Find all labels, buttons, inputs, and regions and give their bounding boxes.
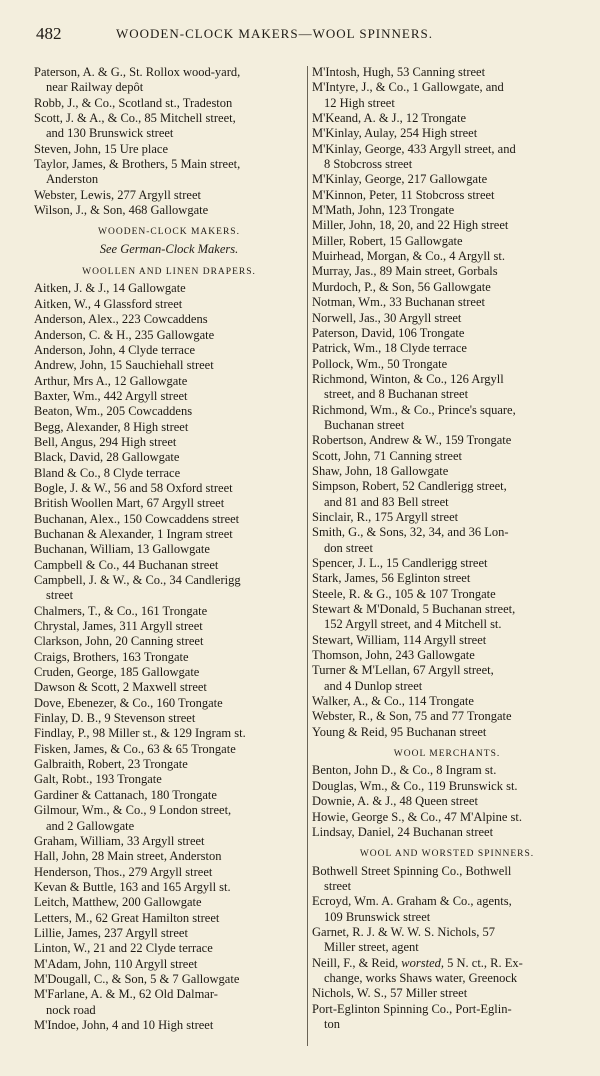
directory-entry: Baxter, Wm., 442 Argyll street <box>34 388 188 403</box>
directory-entry: Anderson, John, 4 Clyde terrace <box>34 342 196 357</box>
directory-entry: Craigs, Brothers, 163 Trongate <box>34 649 189 664</box>
directory-entry: Aitken, J. & J., 14 Gallowgate <box>34 281 186 296</box>
directory-entry: Lillie, James, 237 Argyll street <box>34 925 188 940</box>
directory-entry: Linton, W., 21 and 22 Clyde terrace <box>34 941 213 956</box>
directory-entry: Kevan & Buttle, 163 and 165 Argyll st. <box>34 879 231 894</box>
directory-entry: Dawson & Scott, 2 Maxwell street <box>34 680 207 695</box>
directory-entry: Muirhead, Morgan, & Co., 4 Argyll st. <box>312 249 505 264</box>
directory-entry: Bell, Angus, 294 High street <box>34 434 177 449</box>
directory-entry: Scott, John, 71 Canning street <box>312 448 462 463</box>
directory-entry: Fisken, James, & Co., 63 & 65 Trongate <box>34 741 236 756</box>
directory-entry: Stewart & M'Donald, 5 Buchanan street, 152 Argyll street, and 4 Mitchell st. <box>312 602 516 632</box>
directory-entry: Norwell, Jas., 30 Argyll street <box>312 310 462 325</box>
directory-entry: Miller, Robert, 15 Gallowgate <box>312 233 463 248</box>
directory-entry: Howie, George S., & Co., 47 M'Alpine st. <box>312 809 522 824</box>
directory-entry: Gardiner & Cattanach, 180 Trongate <box>34 787 217 802</box>
directory-entry: M'Adam, John, 110 Argyll street <box>34 956 198 971</box>
directory-entry: Anderson, Alex., 223 Cowcaddens <box>34 312 208 327</box>
directory-entry: M'Intosh, Hugh, 53 Canning street <box>312 65 486 79</box>
directory-entry: Graham, William, 33 Argyll street <box>34 833 205 848</box>
directory-entry: Chalmers, T., & Co., 161 Trongate <box>34 603 208 618</box>
directory-entry: Murray, Jas., 89 Main street, Gorbals <box>312 264 498 279</box>
directory-entry: Lindsay, Daniel, 24 Buchanan street <box>312 824 494 839</box>
directory-entry: Finlay, D. B., 9 Stevenson street <box>34 711 196 726</box>
directory-entry: Notman, Wm., 33 Buchanan street <box>312 295 485 310</box>
directory-entry: M'Math, John, 123 Trongate <box>312 203 455 218</box>
directory-entry: Hall, John, 28 Main street, Anderston <box>34 849 222 864</box>
directory-entry: Taylor, James, & Brothers, 5 Main street, Anderston <box>34 157 241 187</box>
directory-entry: Shaw, John, 18 Gallowgate <box>312 463 449 478</box>
directory-entry: Murdoch, P., & Son, 56 Gallowgate <box>312 279 491 294</box>
directory-entry: Douglas, Wm., & Co., 119 Brunswick st. <box>312 778 518 793</box>
entry-text: Neill, F., & Reid, <box>312 955 402 970</box>
directory-entry: Leitch, Matthew, 200 Gallowgate <box>34 895 202 910</box>
page-header <box>36 20 580 50</box>
running-title: WOODEN-CLOCK MAKERS—WOOL SPINNERS. <box>116 26 433 41</box>
directory-entry: Smith, G., & Sons, 32, 34, and 36 Lon- don street <box>312 525 509 555</box>
column-divider <box>307 66 308 1046</box>
left-column <box>34 65 304 1056</box>
directory-entry: Robertson, Andrew & W., 159 Trongate <box>312 433 512 448</box>
directory-entry: Black, David, 28 Gallowgate <box>34 450 180 465</box>
directory-entry: Simpson, Robert, 52 Candlerigg street, and 81 and 83 Bell street <box>312 479 507 509</box>
directory-entry: Wilson, J., & Son, 468 Gallowgate <box>34 203 209 218</box>
directory-entry: Garnet, R. J. & W. W. S. Nichols, 57 Miller street, agent <box>312 924 495 955</box>
section-heading: WOOLLEN AND LINEN DRAPERS. <box>82 267 256 278</box>
section-heading: WOOL AND WORSTED SPINNERS. <box>359 849 535 860</box>
cross-reference-note: See German-Clock Makers. <box>99 241 239 256</box>
directory-entry: Stewart, William, 114 Argyll street <box>312 632 487 647</box>
directory-entry: M'Intyre, J., & Co., 1 Gallowgate, and 12 High street <box>312 80 504 110</box>
entry-emphasis: worsted, <box>401 955 444 970</box>
directory-entry: M'Keand, A. & J., 12 Trongate <box>312 111 466 126</box>
right-column <box>312 65 582 1056</box>
directory-entry: Nichols, W. S., 57 Miller street <box>312 986 468 1001</box>
directory-entry: Miller, John, 18, 20, and 22 High street <box>312 218 509 233</box>
directory-entry: Anderson, C. & H., 235 Gallowgate <box>34 327 215 342</box>
directory-entry: Walker, A., & Co., 114 Trongate <box>312 694 474 709</box>
directory-entry: British Woollen Mart, 67 Argyll street <box>34 496 225 511</box>
directory-entry: Spencer, J. L., 15 Candlerigg street <box>312 556 488 570</box>
directory-entry: Thomson, John, 243 Gallowgate <box>312 648 475 663</box>
directory-entry: Clarkson, John, 20 Canning street <box>34 634 204 649</box>
directory-entry: M'Kinnon, Peter, 11 Stobcross street <box>312 187 495 202</box>
directory-entry: Turner & M'Lellan, 67 Argyll street, and 4 Dunlop street <box>312 663 494 693</box>
directory-entry: Buchanan, William, 13 Gallowgate <box>34 542 210 557</box>
directory-entry: Robb, J., & Co., Scotland st., Tradeston <box>34 95 233 110</box>
directory-entry: Letters, M., 62 Great Hamilton street <box>34 910 220 925</box>
directory-entry: Pollock, Wm., 50 Trongate <box>312 356 448 371</box>
directory-entry: Andrew, John, 15 Sauchiehall street <box>34 358 214 373</box>
directory-entry: Cruden, George, 185 Gallowgate <box>34 665 200 680</box>
directory-entry: Buchanan & Alexander, 1 Ingram street <box>34 526 233 541</box>
directory-entry: Richmond, Wm., & Co., Prince's square, Buchanan street <box>312 402 516 432</box>
directory-entry: Aitken, W., 4 Glassford street <box>34 296 183 311</box>
directory-entry: Scott, J. & A., & Co., 85 Mitchell street, and 130 Brunswick street <box>34 111 236 141</box>
directory-entry: M'Kinlay, Aulay, 254 High street <box>312 126 478 141</box>
directory-entry: Patrick, Wm., 18 Clyde terrace <box>312 341 467 356</box>
directory-entry: Beaton, Wm., 205 Cowcaddens <box>34 404 193 419</box>
directory-entry: Young & Reid, 95 Buchanan street <box>312 724 487 739</box>
directory-entry: Paterson, A. & G., St. Rollox wood-yard, near Railway depôt <box>34 65 241 95</box>
directory-entry: M'Indoe, John, 4 and 10 High street <box>34 1017 214 1032</box>
directory-entry: Benton, John D., & Co., 8 Ingram st. <box>312 763 497 778</box>
directory-entry: Gilmour, Wm., & Co., 9 London street, and 2 Gallowgate <box>34 803 232 833</box>
section-heading: WOODEN-CLOCK MAKERS. <box>98 227 240 238</box>
directory-entry: Sinclair, R., 175 Argyll street <box>312 509 459 524</box>
directory-entry: Bland & Co., 8 Clyde terrace <box>34 465 181 480</box>
directory-entry: Dove, Ebenezer, & Co., 160 Trongate <box>34 695 223 710</box>
directory-entry: Campbell, J. & W., & Co., 34 Candlerigg street <box>34 573 241 603</box>
directory-entry: M'Dougall, C., & Son, 5 & 7 Gallowgate <box>34 971 240 986</box>
directory-entry: Arthur, Mrs A., 12 Gallowgate <box>34 373 188 388</box>
directory-entry: Richmond, Winton, & Co., 126 Argyll street, and 8 Buchanan street <box>312 371 504 402</box>
directory-entry: M'Kinlay, George, 217 Gallowgate <box>312 172 488 187</box>
directory-entry <box>312 956 582 987</box>
directory-entry: Campbell & Co., 44 Buchanan street <box>34 557 219 572</box>
directory-entry: Port-Eglinton Spinning Co., Port-Eglin- ton <box>312 1001 512 1031</box>
directory-entry: Findlay, P., 98 Miller st., & 129 Ingram st. <box>34 726 246 741</box>
directory-entry: Begg, Alexander, 8 High street <box>34 419 189 434</box>
directory-entry: Paterson, David, 106 Trongate <box>312 325 465 340</box>
directory-entry: Steele, R. & G., 105 & 107 Trongate <box>312 586 496 601</box>
directory-entry: Bothwell Street Spinning Co., Bothwell street <box>312 863 512 893</box>
directory-entry: Galt, Robt., 193 Trongate <box>34 772 162 787</box>
directory-entry: Ecroyd, Wm. A. Graham & Co., agents, 109 Brunswick street <box>312 894 512 924</box>
directory-entry: Downie, A. & J., 48 Queen street <box>312 794 478 809</box>
directory-entry: Buchanan, Alex., 150 Cowcaddens street <box>34 511 240 526</box>
directory-entry: Henderson, Thos., 279 Argyll street <box>34 864 213 879</box>
directory-entry: Bogle, J. & W., 56 and 58 Oxford street <box>34 480 233 495</box>
directory-entry: Webster, Lewis, 277 Argyll street <box>34 187 201 202</box>
directory-entry: Stark, James, 56 Eglinton street <box>312 571 471 586</box>
directory-entry: M'Farlane, A. & M., 62 Old Dalmar- nock road <box>34 987 218 1017</box>
directory-entry: Webster, R., & Son, 75 and 77 Trongate <box>312 709 512 724</box>
page-number: 482 <box>36 24 62 43</box>
directory-entry: M'Kinlay, George, 433 Argyll street, and 8 Stobcross street <box>312 141 516 172</box>
entry-text: 5 N. ct., R. Ex- change, works Shaws water, Greenock <box>324 955 523 985</box>
directory-entry: Chrystal, James, 311 Argyll street <box>34 619 203 634</box>
directory-entry: Steven, John, 15 Ure place <box>34 141 168 156</box>
directory-entry: Galbraith, Robert, 23 Trongate <box>34 757 188 772</box>
section-heading: WOOL MERCHANTS. <box>393 749 501 760</box>
